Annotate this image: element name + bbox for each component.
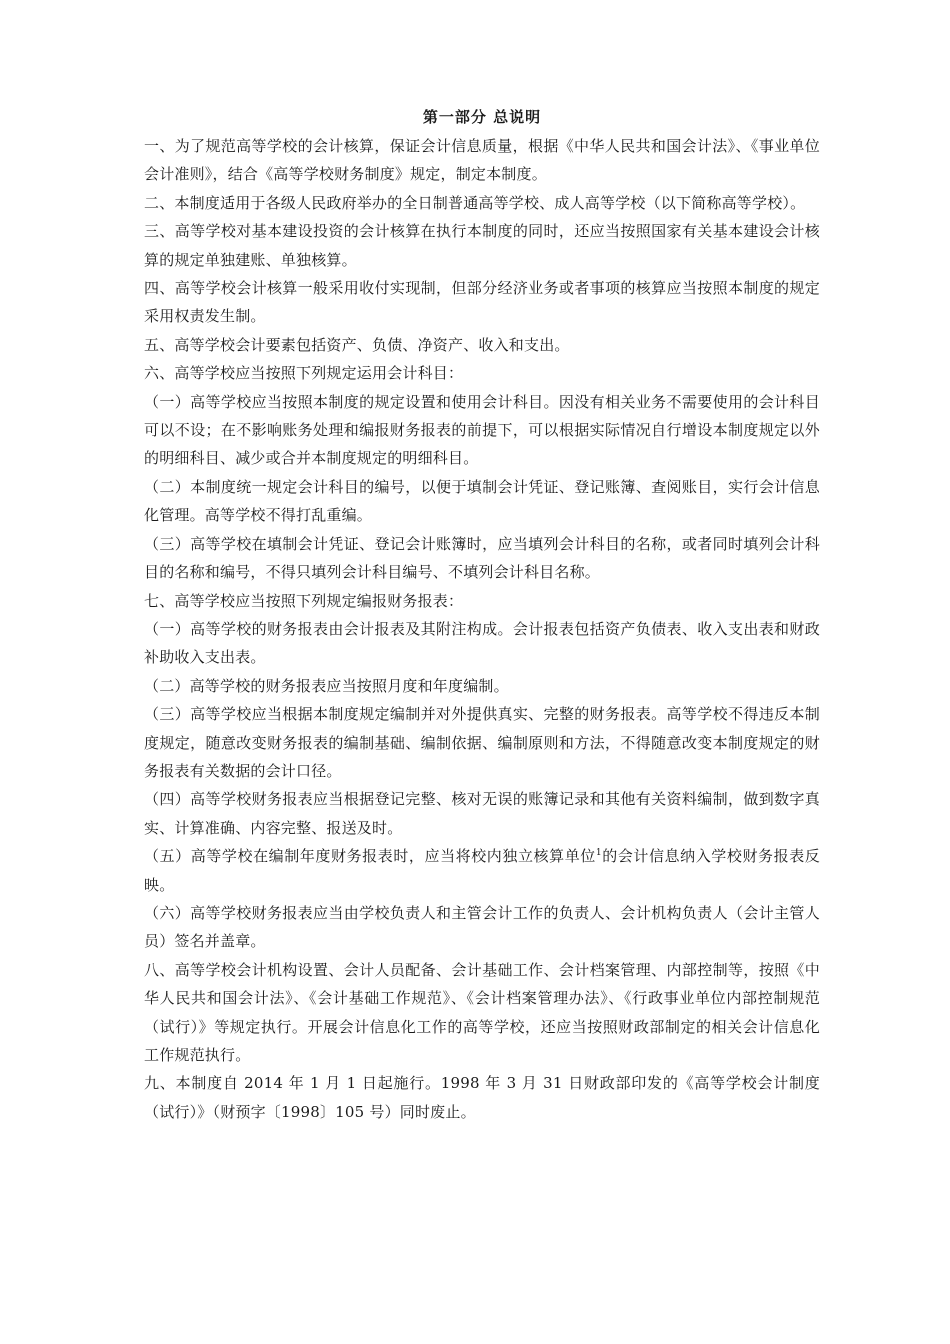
paragraph-6-3: （三）高等学校在填制会计凭证、登记会计账簿时，应当填列会计科目的名称，或者同时填列会计科目的名称和编号，不得只填列会计科目编号、不填列会计科目名称。 [144,534,820,582]
paragraph-4: 四、高等学校会计核算一般采用收付实现制，但部分经济业务或者事项的核算应当按照本制度的规定采用权责发生制。 [144,279,820,326]
paragraph-7: 七、高等学校应当按照下列规定编报财务报表： [144,591,464,610]
paragraph-6-1: （一）高等学校应当按照本制度的规定设置和使用会计科目。因没有相关业务不需要使用的会计科目可以不设；在不影响账务处理和编报财务报表的前提下，可以根据实际情况自行增设本制度规定以外的明细科目、减少或合并本制度规定的明细科目。 [144,392,820,468]
paragraph-7-5-text-before: （五）高等学校在编制年度财务报表时，应当将校内独立核算单位 [144,847,596,866]
paragraph-7-5 [144,842,820,899]
paragraph-5: 五、高等学校会计要素包括资产、负债、净资产、收入和支出。 [144,335,570,354]
paragraph-7-3: （三）高等学校应当根据本制度规定编制并对外提供真实、完整的财务报表。高等学校不得违反本制度规定，随意改变财务报表的编制基础、编制依据、编制原则和方法，不得随意改变本制度规定的财务报表有关数据的会计口径。 [144,705,820,780]
paragraph-7-1: （一）高等学校的财务报表由会计报表及其附注构成。会计报表包括资产负债表、收入支出表和财政补助收入支出表。 [144,619,820,667]
paragraph-7-6: （六）高等学校财务报表应当由学校负责人和主管会计工作的负责人、会计机构负责人（会计主管人员）签名并盖章。 [144,903,820,951]
paragraph-7-2: （二）高等学校的财务报表应当按照月度和年度编制。 [144,676,509,695]
paragraph-2: 二、本制度适用于各级人民政府举办的全日制普通高等学校、成人高等学校（以下简称高等学校）。 [144,193,806,212]
paragraph-3: 三、高等学校对基本建设投资的会计核算在执行本制度的同时，还应当按照国家有关基本建设会计核算的规定单独建账、单独核算。 [144,222,820,269]
paragraph-9: 九、本制度自 2014 年 1 月 1 日起施行。1998 年 3 月 31 日财政部印发的《高等学校会计制度（试行）》（财预字〔1998〕105 号）同时废止。 [144,1074,820,1121]
paragraph-7-4: （四）高等学校财务报表应当根据登记完整、核对无误的账簿记录和其他有关资料编制，做到数字真实、计算准确、内容完整、报送及时。 [144,790,820,837]
document-page [144,104,820,1126]
paragraph-8: 八、高等学校会计机构设置、会计人员配备、会计基础工作、会计档案管理、内部控制等，按照《中华人民共和国会计法》、《会计基础工作规范》、《会计档案管理办法》、《行政事业单位内部控制规范（试行）》等规定执行。开展会计信息化工作的高等学校，还应当按照财政部制定的相关会计信息化工作规范执行。 [144,960,820,1064]
paragraph-1: 一、为了规范高等学校的会计核算，保证会计信息质量，根据《中华人民共和国会计法》、《事业单位会计准则》，结合《高等学校财务制度》规定，制定本制度。 [144,137,820,184]
footnote-marker: 1 [595,848,602,859]
paragraph-6: 六、高等学校应当按照下列规定运用会计科目： [144,364,464,383]
paragraph-7-5-text-after: 的会计信息纳入学校财务报表反映。 [144,847,820,894]
section-title: 第一部分 总说明 [422,108,542,126]
paragraph-6-2: （二）本制度统一规定会计科目的编号，以便于填制会计凭证、登记账簿、查阅账目，实行会计信息化管理。高等学校不得打乱重编。 [144,477,820,525]
